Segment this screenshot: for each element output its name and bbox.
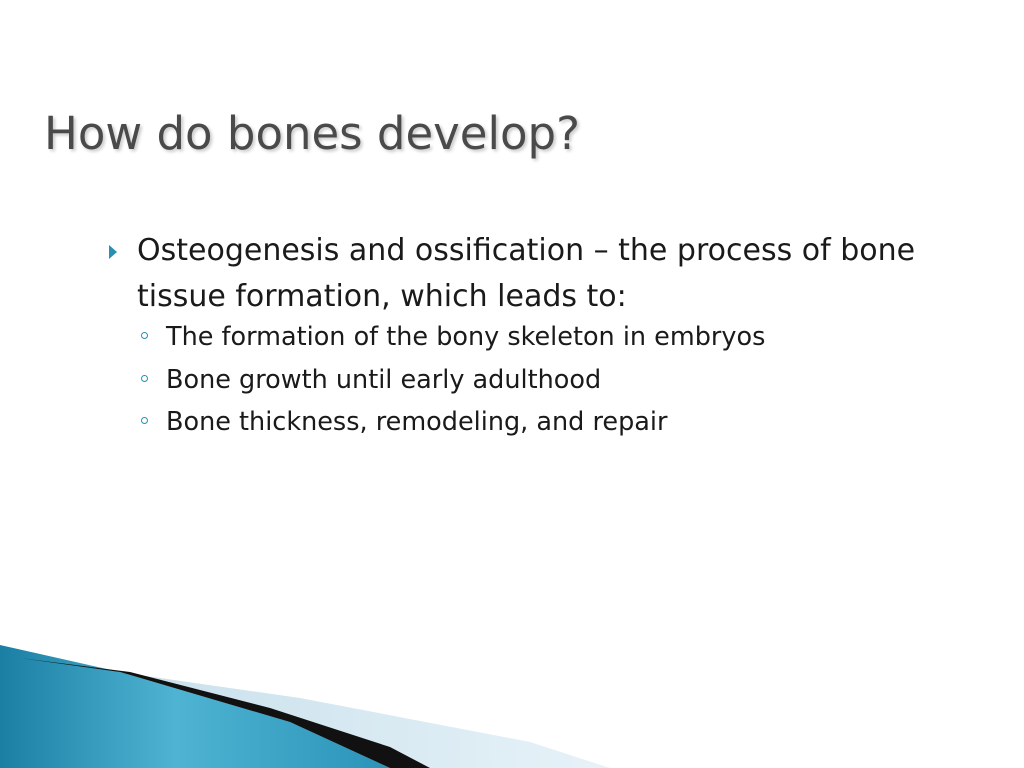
sub-bullet-text: Bone growth until early adulthood: [166, 364, 602, 395]
sub-bullet-text: The formation of the bony skeleton in embryos: [166, 322, 766, 352]
slide-title: How do bones develop?: [44, 107, 580, 160]
main-bullet-text: Osteogenesis and ossification – the process of bone tissue formation, which leads to:: [137, 233, 916, 314]
sub-bullet-text: Bone thickness, remodeling, and repair: [166, 407, 668, 437]
